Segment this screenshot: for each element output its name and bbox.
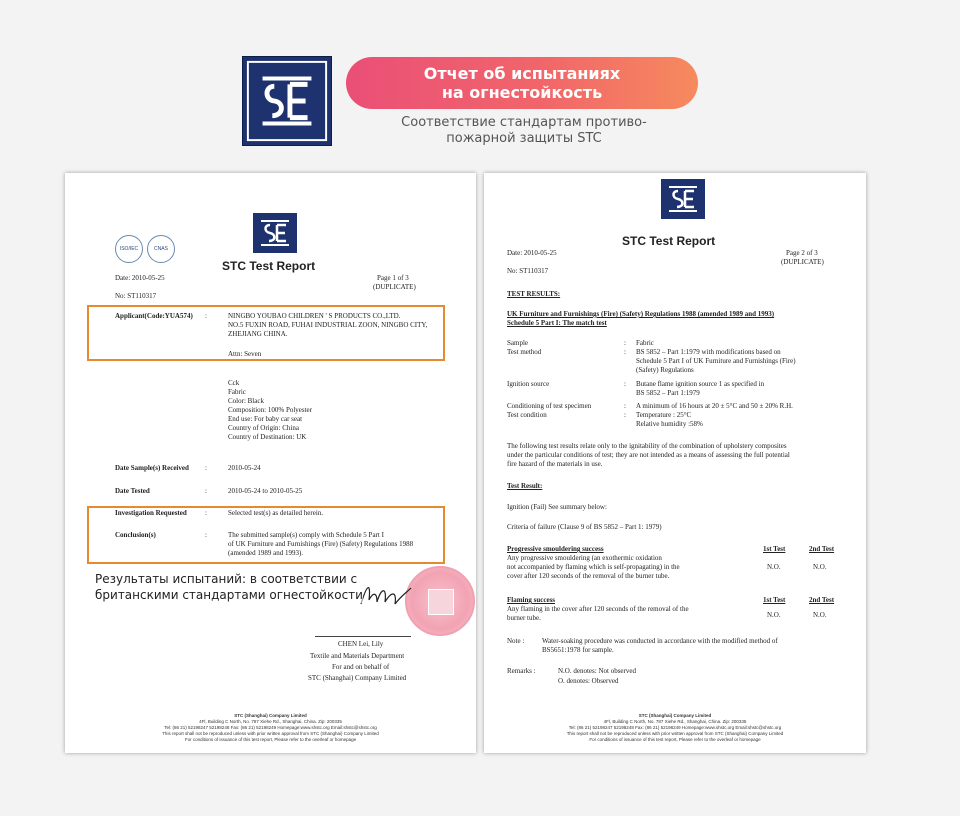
sample-line-5: End use: For baby car seat — [228, 415, 303, 423]
colon: : — [624, 402, 626, 410]
row-label: Conditioning of test specimen — [507, 402, 592, 410]
cert-label-1: ISO/IEC — [119, 246, 139, 252]
row-label: Test method — [507, 348, 542, 356]
sample-line-7: Country of Destination: UK — [228, 433, 307, 441]
applicant-line-4: Attn: Seven — [228, 350, 262, 358]
row-value: BS 5852 – Part 1:1979 with modifications based on — [636, 348, 781, 356]
row-value: Butane flame ignition source 1 as specified in — [636, 380, 765, 388]
sample-line-6: Country of Origin: China — [228, 424, 299, 432]
smoulder-line-1: Any progressive smouldering (an exothermic oxidation — [507, 554, 662, 562]
sample-line-3: Color: Black — [228, 397, 264, 405]
overlay-caption-line-2: британскими стандартами огнестойкости — [95, 588, 363, 602]
colon: : — [624, 380, 626, 388]
regulation-line-2: Schedule 5 Part I: The match test — [507, 319, 607, 327]
applicant-line-2: NO.5 FUXIN ROAD, FUHAI INDUSTRIAL ZOON, NINGBO CITY, — [228, 321, 428, 329]
flaming-line-1: Any flaming in the cover after 120 seconds of the removal of the — [507, 605, 689, 613]
stc-logo-icon — [661, 179, 705, 219]
smoulder-result-1: N.O. — [767, 563, 781, 571]
remarks-line-1: N.O. denotes: Not observed — [558, 667, 636, 675]
footer-line-1: STC (Shanghai) Company Limited — [638, 713, 712, 718]
duplicate-mark: (DUPLICATE) — [373, 283, 416, 291]
paragraph-line-1: The following test results relate only to the ignitability of the combination of upholstery composites — [507, 442, 787, 450]
criteria-line: Criteria of failure (Clause 9 of BS 5852 – Part 1: 1979) — [507, 523, 662, 531]
conclusion-line-2: of UK Furniture and Furnishings (Fire) (Safety) Regulations 1988 — [228, 540, 414, 548]
footer-line-4: This report shall not be reproduced unless with prior written approval from STC (Shanghai) Company Limited — [566, 731, 784, 736]
note-label: Note : — [507, 637, 525, 645]
iso-cert-icon — [115, 235, 143, 263]
row-value: Schedule 5 Part I of UK Furniture and Furnishings (Fire) — [636, 357, 796, 365]
colon: : — [205, 312, 207, 320]
row-value: (Safety) Regulations — [636, 366, 694, 374]
tested-label: Date Tested — [115, 487, 150, 495]
row-label: Ignition source — [507, 380, 550, 388]
stc-logo-icon — [242, 56, 332, 146]
flaming-line-2: burner tube. — [507, 614, 541, 622]
footer-line-5: For conditions of issuance of this test report, Please refer to the overleaf or homepage — [184, 737, 357, 742]
conclusion-line-3: (amended 1989 and 1993). — [228, 549, 304, 557]
cert-label-2: CNAS — [154, 246, 168, 252]
stamp-logo — [428, 589, 454, 615]
signature — [357, 578, 415, 612]
report-date: Date: 2010-05-25 — [507, 249, 557, 257]
banner-line-1: Отчет об испытаниях — [423, 64, 621, 83]
signer-company: STC (Shanghai) Company Limited — [308, 674, 407, 682]
subtitle — [380, 115, 668, 147]
note-line-1: Water-soaking procedure was conducted in accordance with the modified method of — [542, 637, 778, 645]
flaming-result-2: N.O. — [813, 611, 827, 619]
col-first-test: 1st Test — [763, 545, 786, 553]
smoulder-heading: Progressive smouldering success — [507, 545, 604, 553]
colon: : — [624, 339, 626, 347]
report-title: STC Test Report — [222, 259, 316, 273]
sample-line-4: Composition: 100% Polyester — [228, 406, 312, 414]
smoulder-line-2: not accompanied by flaming which is self-propagating) in the — [507, 563, 680, 571]
paragraph-line-3: fire hazard of the materials in use. — [507, 460, 603, 468]
note-line-2: BS5651:1978 for sample. — [542, 646, 614, 654]
page-number: Page 1 of 3 — [377, 274, 409, 282]
cnas-cert-icon — [147, 235, 175, 263]
tested-value: 2010-05-24 to 2010-05-25 — [228, 487, 303, 495]
row-value: BS 5852 – Part 1:1979 — [636, 389, 700, 397]
investigation-value: Selected test(s) as detailed herein. — [228, 509, 324, 517]
footer-line-1: STC (Shanghai) Company Limited — [234, 713, 307, 718]
received-value: 2010-05-24 — [228, 464, 261, 472]
col-first-test: 1st Test — [763, 596, 786, 604]
signer-dept: Textile and Materials Department — [310, 652, 405, 660]
colon: : — [205, 487, 207, 495]
report-date: Date: 2010-05-25 — [115, 274, 165, 282]
colon: : — [624, 348, 626, 356]
report-number: No: ST110317 — [507, 267, 549, 275]
regulation-line-1: UK Furniture and Furnishings (Fire) (Safety) Regulations 1988 (amended 1989 and 1993) — [507, 310, 775, 318]
row-value: Temperature : 25°C — [636, 411, 692, 419]
results-heading: TEST RESULTS: — [507, 290, 561, 298]
company-stamp — [405, 566, 475, 636]
stc-logo-icon — [253, 213, 297, 253]
banner-line-2: на огнестойкость — [441, 83, 603, 102]
col-second-test: 2nd Test — [809, 545, 835, 553]
row-value: Relative humidity :58% — [636, 420, 703, 428]
applicant-label: Applicant(Code:YUA574) — [115, 312, 193, 320]
subtitle-line-1: Соответствие стандартам противо- — [401, 115, 647, 130]
applicant-line-3: ZHEJIANG CHINA. — [228, 330, 288, 338]
report-page-1 — [65, 173, 476, 753]
conclusion-line-1: The submitted sample(s) comply with Schedule 5 Part I — [228, 531, 384, 539]
page-number: Page 2 of 3 — [786, 249, 818, 257]
footer-line-2: 4Fl, Building C North, No. 787 Xiehe Rd., Shanghai, China. Zip: 200335 — [199, 719, 342, 724]
report-title: STC Test Report — [622, 234, 716, 248]
footer-line-3: Tel: (86 21) 52198247 52198248 Fax: (86 21) 52198249 Homepage:www.shstc.org Email:shstc@shstc.org — [164, 725, 377, 730]
duplicate-mark: (DUPLICATE) — [781, 258, 824, 266]
applicant-line-1: NINGBO YOUBAO CHILDREN ' S PRODUCTS CO.,LTD. — [228, 312, 401, 320]
sample-line-2: Fabric — [228, 388, 246, 396]
colon: : — [205, 509, 207, 517]
colon: : — [624, 411, 626, 419]
footer-line-5: For conditions of issuance of this test report, Please refer to the overleaf or homepage — [589, 737, 761, 742]
footer-line-4: This report shall not be reproduced unless with prior written approval from STC (Shanghai) Company Limited — [162, 731, 379, 736]
remarks-label: Remarks : — [507, 667, 536, 675]
title-banner — [346, 57, 698, 109]
row-label: Sample — [507, 339, 528, 347]
page-footer — [484, 713, 866, 743]
footer-line-3: Tel: (86 21) 52198247 52198248 Fax: (86 21) 52198249 Homepage:www.shstc.org Email:shstc@shstc.org — [568, 725, 782, 730]
sample-line-1: Cck — [228, 379, 240, 387]
footer-line-2: 4Fl, Building C North, No. 787 Xiehe Rd., Shanghai, China. Zip: 200335 — [603, 719, 747, 724]
received-label: Date Sample(s) Received — [115, 464, 189, 472]
flaming-heading: Flaming success — [507, 596, 556, 604]
flaming-result-1: N.O. — [767, 611, 781, 619]
signer-name: CHEN Lei, Lily — [338, 640, 384, 648]
page-footer — [65, 713, 476, 743]
paragraph-line-2: under the particular conditions of test; they are not intended as a means of assessing the full potential — [507, 451, 790, 459]
smoulder-result-2: N.O. — [813, 563, 827, 571]
remarks-line-2: O. denotes: Observed — [558, 677, 619, 685]
test-result-heading: Test Result: — [507, 482, 543, 490]
subtitle-line-2: пожарной защиты STC — [446, 131, 602, 146]
colon: : — [205, 464, 207, 472]
smoulder-line-3: cover after 120 seconds of the removal of the burner tube. — [507, 572, 670, 580]
row-value: A minimum of 16 hours at 20 ± 5°C and 50 ± 20% R.H. — [636, 402, 793, 410]
signer-behalf: For and on behalf of — [332, 663, 390, 671]
report-number: No: ST110317 — [115, 292, 157, 300]
ignition-line: Ignition (Fail) See summary below: — [507, 503, 607, 511]
investigation-label: Investigation Requested — [115, 509, 187, 517]
signature-line — [315, 636, 411, 637]
overlay-caption-line-1: Результаты испытаний: в соответствии с — [95, 572, 358, 586]
colon: : — [205, 531, 207, 539]
conclusion-label: Conclusion(s) — [115, 531, 156, 539]
row-value: Fabric — [636, 339, 654, 347]
col-second-test: 2nd Test — [809, 596, 835, 604]
row-label: Test condition — [507, 411, 547, 419]
report-page-2 — [484, 173, 866, 753]
